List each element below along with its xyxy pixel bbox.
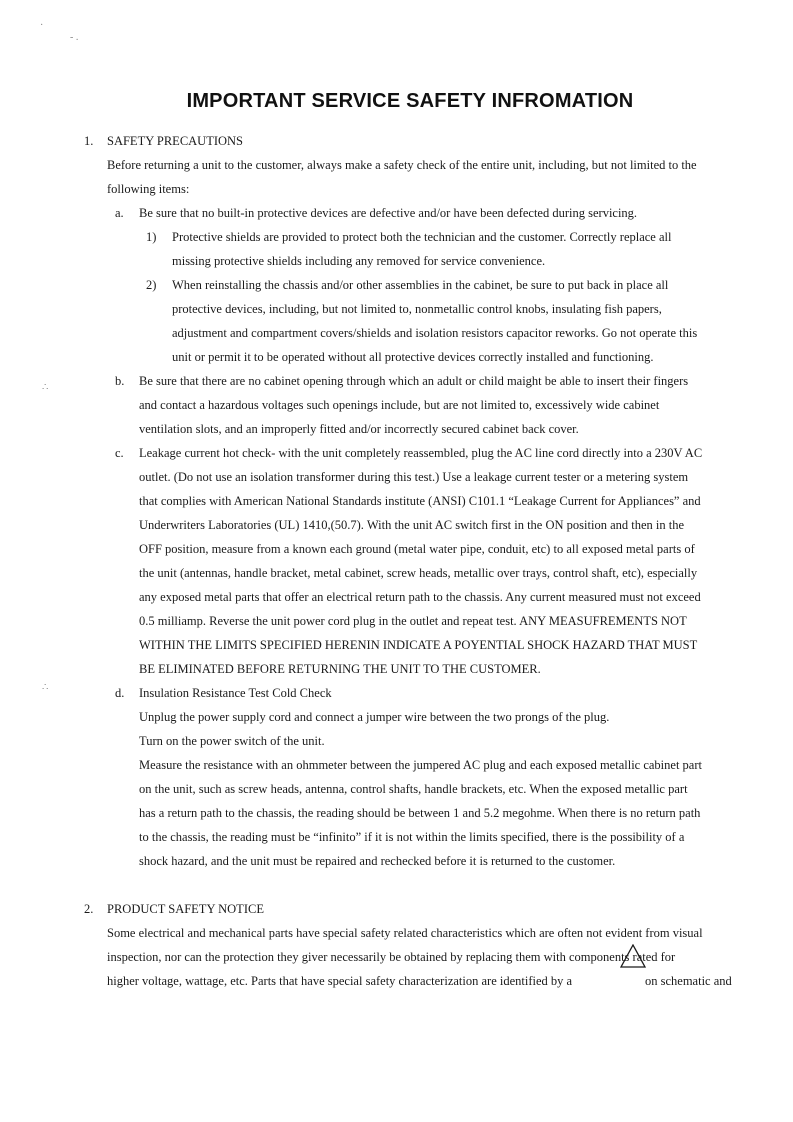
item-label: a. bbox=[115, 206, 124, 220]
text-line: Some electrical and mechanical parts have special safety related characteristics which are often not evident from visual bbox=[107, 926, 703, 940]
scan-speck: - . bbox=[70, 32, 79, 43]
text-line: Before returning a unit to the customer, always make a safety check of the entire unit, including, but not limited to the bbox=[107, 158, 697, 172]
text-line: protective devices, including, but not limited to, nonmetallic control knobs, insulating fish papers, bbox=[172, 302, 662, 316]
text-line: adjustment and compartment covers/shields and isolation resistors capacitor reworks. Go not operate this bbox=[172, 326, 698, 340]
text-line: any exposed metal parts that offer an electrical return path to the chassis. Any current measured must not exceed bbox=[139, 590, 701, 604]
text-line: and contact a hazardous voltages such openings include, but are not limited to, excessively wide cabinet bbox=[139, 398, 660, 412]
scan-speck: ∴ bbox=[42, 382, 49, 393]
text-line: to the chassis, the reading must be “infinito” if it is not within the limits specified, there is the possibility of a bbox=[139, 830, 685, 844]
text-line: BE ELIMINATED BEFORE RETURNING THE UNIT TO THE CUSTOMER. bbox=[139, 662, 541, 676]
text-line: inspection, nor can the protection they giver necessarily be obtained by replacing them with components rated for bbox=[107, 950, 676, 964]
section-heading: SAFETY PRECAUTIONS bbox=[107, 134, 244, 148]
text-line: Underwriters Laboratories (UL) 1410,(50.7). With the unit AC switch first in the ON position and then in the bbox=[139, 518, 685, 532]
item-heading: Insulation Resistance Test Cold Check bbox=[139, 686, 332, 700]
text-line-end: on schematic and bbox=[645, 974, 732, 988]
subitem-label: 2) bbox=[146, 278, 157, 292]
text-line: ventilation slots, and an improperly fitted and/or incorrectly secured cabinet back cover. bbox=[139, 422, 579, 436]
section-number: 2. bbox=[84, 902, 94, 916]
text-line: Leakage current hot check- with the unit completely reassembled, plug the AC line cord directly into a 230V AC bbox=[139, 446, 703, 460]
text-line: Protective shields are provided to protect both the technician and the customer. Correctly replace all bbox=[172, 230, 672, 244]
item-label: c. bbox=[115, 446, 124, 460]
subitem-label: 1) bbox=[146, 230, 157, 244]
text-line: following items: bbox=[107, 182, 190, 196]
text-line: outlet. (Do not use an isolation transformer during this test.) Use a leakage current tester or a metering system bbox=[139, 470, 689, 484]
text-line: Unplug the power supply cord and connect a jumper wire between the two prongs of the plug. bbox=[139, 710, 610, 724]
text-line: unit or permit it to be operated without all protective devices correctly installed and functioning. bbox=[172, 350, 654, 364]
text-line: OFF position, measure from a known each ground (metal water pipe, conduit, etc) to all exposed metal parts of bbox=[139, 542, 695, 556]
text-line: Measure the resistance with an ohmmeter between the jumpered AC plug and each exposed metallic cabinet part bbox=[139, 758, 702, 772]
item-label: b. bbox=[115, 374, 125, 388]
text-line: on the unit, such as screw heads, antenna, control shafts, handle brackets, etc. When the exposed metallic part bbox=[139, 782, 688, 796]
text-line: Be sure that there are no cabinet opening through which an adult or child maight be able to insert their fingers bbox=[139, 374, 689, 388]
item-label: d. bbox=[115, 686, 125, 700]
text-line: that complies with American National Standards institute (ANSI) C101.1 “Leakage Current for Appliances” and bbox=[139, 494, 701, 508]
text-line: shock hazard, and the unit must be repaired and rechecked before it is returned to the customer. bbox=[139, 854, 616, 868]
text-line: When reinstalling the chassis and/or other assemblies in the cabinet, be sure to put back in place all bbox=[172, 278, 669, 292]
scan-speck: ∴ bbox=[42, 682, 49, 693]
text-line: Turn on the power switch of the unit. bbox=[139, 734, 325, 748]
text-line-start: higher voltage, wattage, etc. Parts that have special safety characterization are identified by a bbox=[107, 974, 573, 988]
scan-speck: · bbox=[40, 20, 44, 31]
text-line: missing protective shields including any removed for service convenience. bbox=[172, 254, 546, 268]
text-line: Be sure that no built-in protective devices are defective and/or have been defected during servicing. bbox=[139, 206, 638, 220]
page-title: IMPORTANT SERVICE SAFETY INFROMATION bbox=[186, 90, 634, 112]
text-line: WITHIN THE LIMITS SPECIFIED HERENIN INDICATE A POYENTIAL SHOCK HAZARD THAT MUST bbox=[139, 638, 698, 652]
text-line: the unit (antennas, handle bracket, metal cabinet, screw heads, metallic over trays, control shaft, etc), especially bbox=[139, 566, 698, 580]
section-number: 1. bbox=[84, 134, 94, 148]
text-line: has a return path to the chassis, the reading should be between 1 and 5.2 megohme. When there is no return path bbox=[139, 806, 701, 820]
warning-triangle-icon bbox=[620, 944, 646, 968]
text-line: 0.5 milliamp. Reverse the unit power cord plug in the outlet and repeat test. ANY MEASUFREMENTS NOT bbox=[139, 614, 687, 628]
section-heading: PRODUCT SAFETY NOTICE bbox=[107, 902, 264, 916]
